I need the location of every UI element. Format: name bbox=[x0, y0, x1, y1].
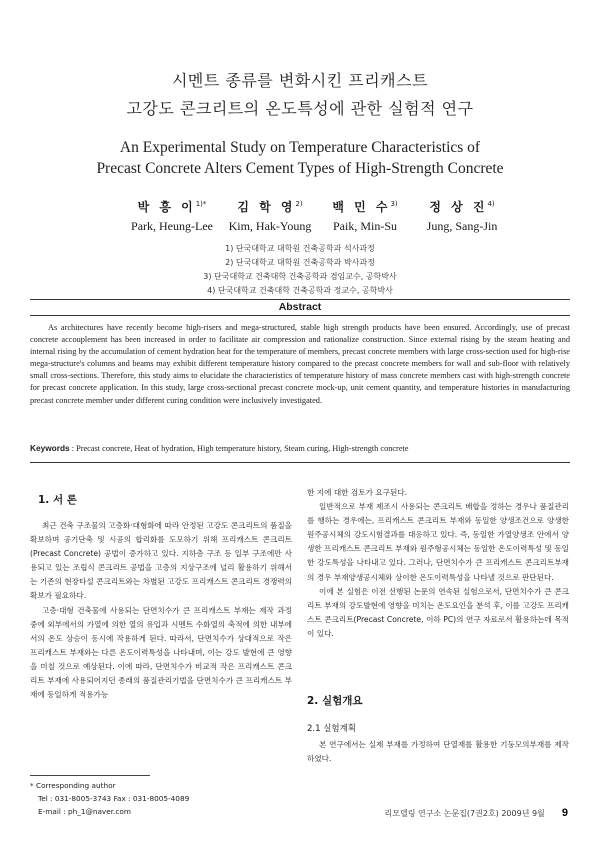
right-column-paragraph-1: 일반적으로 부재 제조시 사용되는 콘크리트 배합을 정하는 경우나 품질관리를 행하는 경우에는, 프리캐스트 콘크리트 부재와 동일한 양생조건으로 양생한 원주공시체의 강도시험결과를 대응하고 있다. 즉, 동일한 가열양생조 안에서 양생한 프리캐스트 콘크리트 부재와 원주형공시체는 동일한 온도이력특성 및 동일한 강도특성을 나타내고 있다. 그러나, 단면치수가 큰 프리캐스트 콘크리트부재의 경우 부재양생공시체와 상이한 온도이력특성을 나타낼 것으로 판단된다. bbox=[307, 502, 569, 582]
author-4-sup: 4) bbox=[487, 200, 495, 208]
affiliation-1: 1) 단국대학교 대학원 건축공학과 석사과정 bbox=[225, 244, 375, 253]
subsection-2-1-body bbox=[307, 738, 569, 766]
title-english-line2: Precast Concrete Alters Cement Types of High-Strength Concrete bbox=[96, 160, 504, 177]
abstract-heading: Abstract bbox=[278, 301, 322, 313]
keywords-label: Keywords bbox=[30, 443, 70, 453]
abstract-body: As architectures have recently become high-risers and mega-structured, stable high strength products have been ensured. Accordingly, use of precast concrete accouplement has been increased in order to facilitate air compression and rationalize construction. Since external rising by the steam heating and internal rising by the accumulation of cement hydration heat for the temperature of members, precast concrete members with large cross-section used for high-rise mega-structure's columns and beams may exhibit different temperature history compared to the precast concrete members for wall and sub-floor with relatively small cross-sections. Therefore, this study aims to elucidate the characteristics of temperature history of mass concrete members cast with high-strength concrete for precast concrete application. In this study, large cross-sectional precast concrete mock-up, unit cement quantity, and temperature histories in manufacturing precast concrete member under different curing condition were inclusively investigated. bbox=[30, 323, 570, 405]
section-2-heading: 2. 실험개요 bbox=[307, 695, 363, 707]
right-column-paragraph-2: 이에 본 실험은 이전 선행된 논문의 연속된 실험으로서, 단면치수가 큰 콘크리트 부재의 강도발현에 영향을 미치는 온도요인을 분석 후, 이를 고강도 프리캐스트 콘크리트(Precast Concrete, 이하 PC)의 연구 자료로서 활용하는데 목적이 있다. bbox=[307, 586, 569, 638]
footnote-phone: Tel : 031-8005-3743 Fax : 031-8005-4089 bbox=[38, 794, 190, 803]
subsection-2-1-paragraph: 본 연구에서는 실제 부재를 가정하여 단열재를 활용한 기둥모의부재를 제작하였다. bbox=[307, 740, 569, 764]
footer-journal: 리모델링 연구소 논문집(7권2호) 2009년 9월 bbox=[384, 809, 545, 818]
abstract-top-rule bbox=[30, 299, 570, 300]
author-4-korean: 정 상 진 bbox=[429, 200, 488, 214]
author-3-english: Paik, Min-Su bbox=[332, 219, 397, 233]
author-1-korean: 박 흥 이 bbox=[137, 200, 196, 214]
abstract-bottom-rule bbox=[30, 462, 570, 463]
left-column-body bbox=[30, 519, 292, 702]
author-2-korean: 김 학 영 bbox=[237, 200, 296, 214]
section-1-paragraph-2: 고층·대형 건축물에 사용되는 단면치수가 큰 프리캐스트 부재는 제작 과정 중에 외부에서의 가열에 의한 열의 유입과 시멘트 수화열의 축적에 의한 내부에서의 온도 상승이 동시에 작용하게 된다. 따라서, 단면치수가 상대적으로 작은 프리캐스트 부재와는 다른 온도이력특성을 나타내며, 이는 강도 발현에 큰 영향을 미칠 것으로 예상된다. 이에 따라, 단면치수가 비교적 작은 프리캐스트 콘크리트 부재에 사용되어지던 종래의 품질관리기법을 단면치수가 큰 프리캐스트 부재에 동일하게 적용가능 bbox=[30, 605, 292, 700]
footnote bbox=[30, 779, 290, 818]
footnote-rule bbox=[30, 775, 150, 776]
section-1-heading: 1. 서 론 bbox=[38, 494, 77, 506]
affiliation-4: 4) 단국대학교 건축대학 건축공학과 정교수, 공학박사 bbox=[207, 286, 393, 295]
author-3-sup: 3) bbox=[390, 200, 398, 208]
page-number: 9 bbox=[561, 807, 568, 819]
keywords-text: : Precast concrete, Heat of hydration, High temperature history, Steam curing, High-strength concrete bbox=[69, 444, 409, 453]
footnote-email: E-mail : ph_1@naver.com bbox=[38, 807, 131, 816]
page-footer bbox=[385, 807, 568, 819]
author-block bbox=[0, 198, 600, 238]
footnote-corresponding: * Corresponding author bbox=[30, 781, 116, 790]
section-1-paragraph-1: 최근 건축 구조물의 고층화·대형화에 따라 안정된 고강도 콘크리트의 품질을 확보하며 공기단축 및 시공의 합리화를 도모하기 위해 프리캐스트 콘크리트 (Precast Concrete) 공법이 증가하고 있다. 지하층 구조 등 일부 구조에만 사용되고 있는 조립식 콘크리트 공법을 고층의 지상구조에 널리 활용하기 위해서는 기존의 현장타설 콘크리트와는 차별된 고강도 프리캐스트 콘크리트 경쟁력의 확보가 필요하다. bbox=[30, 521, 292, 601]
author-4-english: Jung, Sang-Jin bbox=[426, 219, 498, 233]
author-1-sup: 1)* bbox=[195, 200, 207, 208]
title-korean-line1: 시멘트 종류를 변화시킨 프리캐스트 bbox=[171, 71, 429, 90]
affiliation-2: 2) 단국대학교 대학원 건축공학과 박사과정 bbox=[225, 258, 375, 267]
subsection-2-1-heading: 2.1 실험계획 bbox=[307, 724, 357, 734]
author-4 bbox=[392, 198, 532, 234]
author-3-korean: 백 민 수 bbox=[332, 200, 391, 214]
affiliation-3: 3) 단국대학교 건축대학 건축공학과 겸임교수, 공학박사 bbox=[203, 272, 397, 281]
abstract-heading-rule bbox=[30, 315, 570, 316]
keywords-line bbox=[30, 443, 570, 453]
title-korean-line2: 고강도 콘크리트의 온도특성에 관한 실험적 연구 bbox=[126, 99, 474, 118]
author-1-english: Park, Heung-Lee bbox=[131, 219, 213, 233]
author-2-sup: 2) bbox=[295, 200, 303, 208]
right-column-continuation: 한 지에 대한 검토가 요구된다. bbox=[307, 488, 408, 497]
right-column-body bbox=[307, 486, 569, 641]
title-english-line1: An Experimental Study on Temperature Characteristics of bbox=[119, 139, 481, 156]
author-2-english: Kim, Hak-Young bbox=[228, 219, 312, 233]
